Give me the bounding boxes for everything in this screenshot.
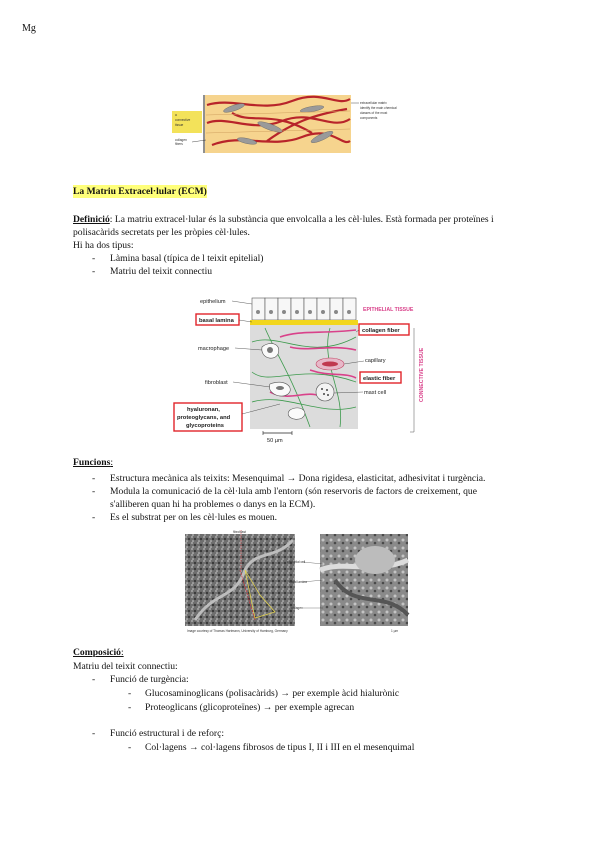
label-epithelium: epithelium: [200, 299, 226, 305]
composition-group-1-item-2: Proteoglicans (glicoproteïnes) → per exemple agrecan: [145, 702, 355, 713]
definition-label: Definició: [73, 214, 110, 225]
scale-label: 50 µm: [267, 438, 283, 444]
micrograph-label-collagen: collagen: [291, 606, 303, 610]
label-mast-cell: mast cell: [364, 390, 387, 396]
fig1-left-label-1: a: [175, 113, 177, 117]
label-connective-tissue: CONNECTIVE TISSUE: [419, 347, 425, 402]
type-item-2: Matriu del teixit connectiu: [110, 266, 213, 277]
svg-text:connective: connective: [175, 118, 191, 122]
list-dash: -: [128, 742, 132, 753]
types-intro: Hi ha dos tipus:: [73, 240, 134, 251]
svg-text:fibers: fibers: [175, 142, 183, 146]
tissue-diagram: [170, 292, 425, 444]
composition-intro: Matriu del teixit connectiu:: [73, 661, 178, 672]
micrograph-label-basal: basal lamina: [289, 580, 307, 584]
connective-tissue-figure: [172, 93, 427, 155]
composition-group-1-item-1: Glucosaminoglicans (polisacàrids) → per exemple àcid hialurònic: [145, 688, 400, 699]
svg-text:extracellular matrix: extracellular matrix: [360, 101, 387, 105]
function-item-2b: s'alliberen quan hi ha problemes o danys en la ECM).: [110, 499, 316, 510]
label-hyaluronan-2: proteoglycans, and: [177, 415, 231, 421]
functions-title: Funcions:: [73, 457, 113, 468]
label-macrophage: macrophage: [198, 346, 230, 352]
type-item-1: Làmina basal (típica de l teixit epitelial): [110, 253, 264, 264]
composition-group-2-item-1: Col·lagens → col·lagens fibrosos de tipus I, II i III en el mesenquimal: [145, 742, 415, 753]
header-initials: Mg: [22, 23, 36, 34]
svg-text:components: components: [360, 116, 378, 120]
list-dash: -: [92, 674, 96, 685]
function-item-2a: Modula la comunicació de la cèl·lula amb l'entorn (són reservoris de factors de creixement, que: [110, 486, 477, 497]
composition-group-2-label: Funció estructural i de reforç:: [110, 728, 225, 739]
micrograph-scale: 1 µm: [391, 629, 399, 633]
label-basal-lamina: basal lamina: [199, 318, 234, 324]
list-dash: -: [92, 512, 96, 523]
label-hyaluronan-1: hyaluronan,: [187, 407, 220, 413]
definition-text: : La matriu extracel·lular és la substància que envolcalla a les cèl·lules. Està formada per proteïnes i: [109, 214, 494, 225]
svg-text:collagen: collagen: [175, 138, 187, 142]
function-item-1: Estructura mecànica als teixits: Mesenquimal → Dona rigidesa, elasticitat, adhesivitat i turgència.: [110, 473, 486, 484]
label-collagen-fiber: collagen fiber: [362, 328, 400, 334]
list-dash: -: [92, 728, 96, 739]
list-dash: -: [92, 253, 96, 264]
label-epithelial-tissue: EPITHELIAL TISSUE: [363, 307, 414, 313]
function-item-3: Es el substrat per on les cèl·lules es mouen.: [110, 512, 278, 523]
definition-line-1: [73, 213, 528, 226]
composition-title: Composició:: [73, 647, 124, 658]
svg-text:identify the main chemical: identify the main chemical: [360, 106, 397, 110]
list-dash: -: [128, 688, 132, 699]
label-hyaluronan-3: glycoproteins: [186, 423, 225, 429]
svg-text:tissue: tissue: [175, 123, 184, 127]
label-capillary: capillary: [365, 358, 386, 364]
list-dash: -: [92, 486, 96, 497]
composition-group-1-label: Funció de turgència:: [110, 674, 189, 685]
ecm-title: La Matriu Extracel·lular (ECM): [73, 186, 207, 197]
micrograph-figure: [185, 530, 410, 635]
list-dash: -: [92, 473, 96, 484]
label-elastic-fiber: elastic fiber: [363, 376, 396, 382]
micrograph-left-caption: Image courtesy of Thomas Hartmann, University of Hamburg, Germany: [187, 629, 288, 633]
definition-line-2: polisacàrids secretats per les pròpies cèl·lules.: [73, 227, 250, 238]
micrograph-label-epithelial: epithelial cell: [287, 560, 306, 564]
svg-text:fibroblast: fibroblast: [233, 530, 246, 534]
label-fibroblast: fibroblast: [205, 380, 228, 386]
svg-text:classes of the most: classes of the most: [360, 111, 388, 115]
list-dash: -: [128, 702, 132, 713]
list-dash: -: [92, 266, 96, 277]
